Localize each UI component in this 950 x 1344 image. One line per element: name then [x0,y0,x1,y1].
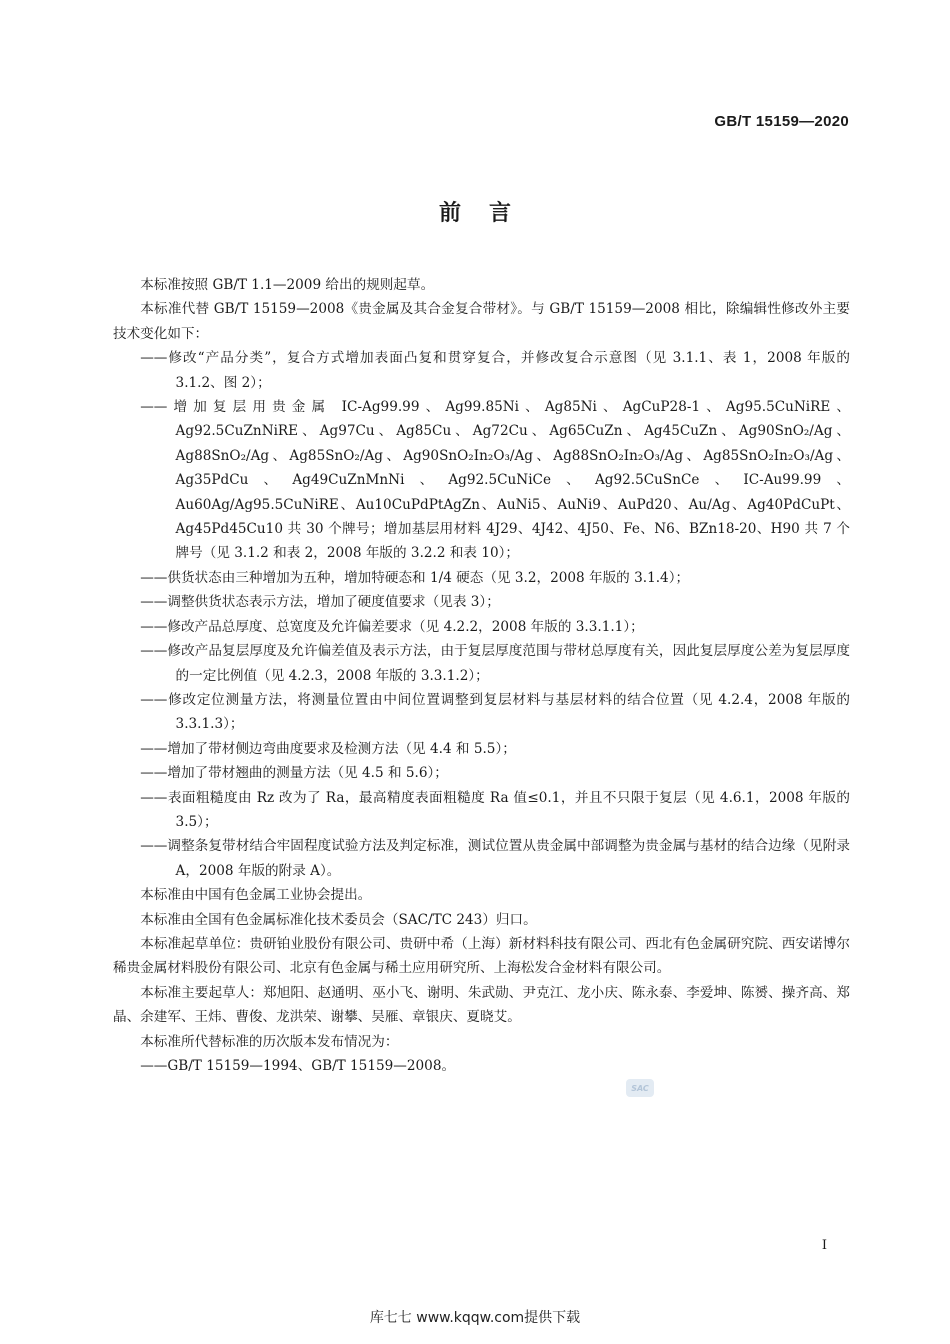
paragraph: 本标准所代替标准的历次版本发布情况为： [140,1033,399,1050]
download-footer: 库七七 www.kqqw.com提供下载 [369,1310,581,1326]
list-item: ——增加了带材翘曲的测量方法（见 4.5 和 5.6）； [140,765,448,782]
list-item: ——增加复层用贵金属 IC-Ag99.99、Ag99.85Ni、Ag85Ni、AgCuP28-1、Ag95.5CuNiRE、Ag92.5CuZnNiRE、Ag97Cu、Ag85Cu、Ag72Cu、Ag65CuZn、Ag45CuZn、Ag90SnO₂/Ag、Ag88SnO₂/Ag、Ag85SnO₂/Ag、Ag90SnO₂In₂O₃/Ag、Ag88SnO₂In₂O₃/Ag、Ag85SnO₂In₂O₃/Ag、Ag35PdCu、Ag49CuZnMnNi、Ag92.5CuNiCe、Ag92.5CuSnCe、IC-Au99.99、Au60Ag/Ag95.5CuNiRE、Au10CuPdPtAgZn、AuNi5、AuNi9、AuPd20、Au/Ag、Ag40PdCuPt、Ag45Pd45Cu10 共 30 个牌号；增加基层用材料 4J29、4J42、4J50、Fe、N6、BZn18-20、H90 共 7 个牌号（见 3.1.2 和表 2，2008 年版的 3.2.2 和表 10）； [140,399,850,562]
sac-watermark-logo: SAC [626,1079,654,1097]
list-item: ——增加了带材侧边弯曲度要求及检测方法（见 4.4 和 5.5）； [140,740,516,757]
paragraph: 本标准按照 GB/T 1.1—2009 给出的规则起草。 [140,277,435,293]
paragraph: 本标准由中国有色金属工业协会提出。 [140,887,372,904]
list-item: ——调整条复带材结合牢固程度试验方法及判定标准，测试位置从贵金属中部调整为贵金属与基材的结合边缘（见附录 A，2008 年版的附录 A）。 [140,838,850,879]
paragraph: 本标准主要起草人：郑旭阳、赵通明、巫小飞、谢明、朱武勋、尹克江、龙小庆、陈永泰、李爱坤、陈赟、操齐高、郑晶、余建军、王炜、曹俊、龙洪荣、谢攀、吴雁、章银庆、夏晓艾。 [113,984,850,1026]
page-number: I [821,1238,827,1253]
paragraph: 本标准代替 GB/T 15159—2008《贵金属及其合金复合带材》。与 GB/T 15159—2008 相比，除编辑性修改外主要技术变化如下： [113,301,850,342]
standard-number: GB/T 15159—2020 [714,113,849,130]
list-item: ——供货状态由三种增加为五种，增加特硬态和 1/4 硬态（见 3.2，2008 年版的 3.1.4）； [140,569,690,586]
page-title: 前言 [438,201,539,226]
list-item: ——修改产品总厚度、总宽度及允许偏差要求（见 4.2.2，2008 年版的 3.3.1.1）； [140,618,644,635]
paragraph: 本标准起草单位：贵研铂业股份有限公司、贵研中希（上海）新材料科技有限公司、西北有色金属研究院、西安诺博尔稀贵金属材料股份有限公司、北京有色金属与稀土应用研究所、上海松发合金材料有限公司。 [113,935,850,977]
list-item: ——修改“产品分类”，复合方式增加表面凸复和贯穿复合，并修改复合示意图（见 3.1.1、表 1，2008 年版的 3.1.2、图 2）； [140,350,850,391]
paragraph: ——GB/T 15159—1994、GB/T 15159—2008。 [140,1058,456,1074]
paragraph: 本标准由全国有色金属标准化技术委员会（SAC/TC 243）归口。 [140,911,537,928]
foreword-body [113,273,850,1078]
list-item: ——调整供货状态表示方法，增加了硬度值要求（见表 3）； [140,594,500,611]
list-item: ——表面粗糙度由 Rz 改为了 Ra，最高精度表面粗糙度 Ra 值≤0.1，并且不只限于复层（见 4.6.1，2008 年版的 3.5）； [140,789,850,830]
list-item: ——修改产品复层厚度及允许偏差值及表示方法，由于复层厚度范围与带材总厚度有关，因此复层厚度公差为复层厚度的一定比例值（见 4.2.3，2008 年版的 3.3.1.2）； [140,643,850,684]
list-item: ——修改定位测量方法，将测量位置由中间位置调整到复层材料与基层材料的结合位置（见 4.2.4，2008 年版的 3.3.1.3）； [140,691,850,733]
